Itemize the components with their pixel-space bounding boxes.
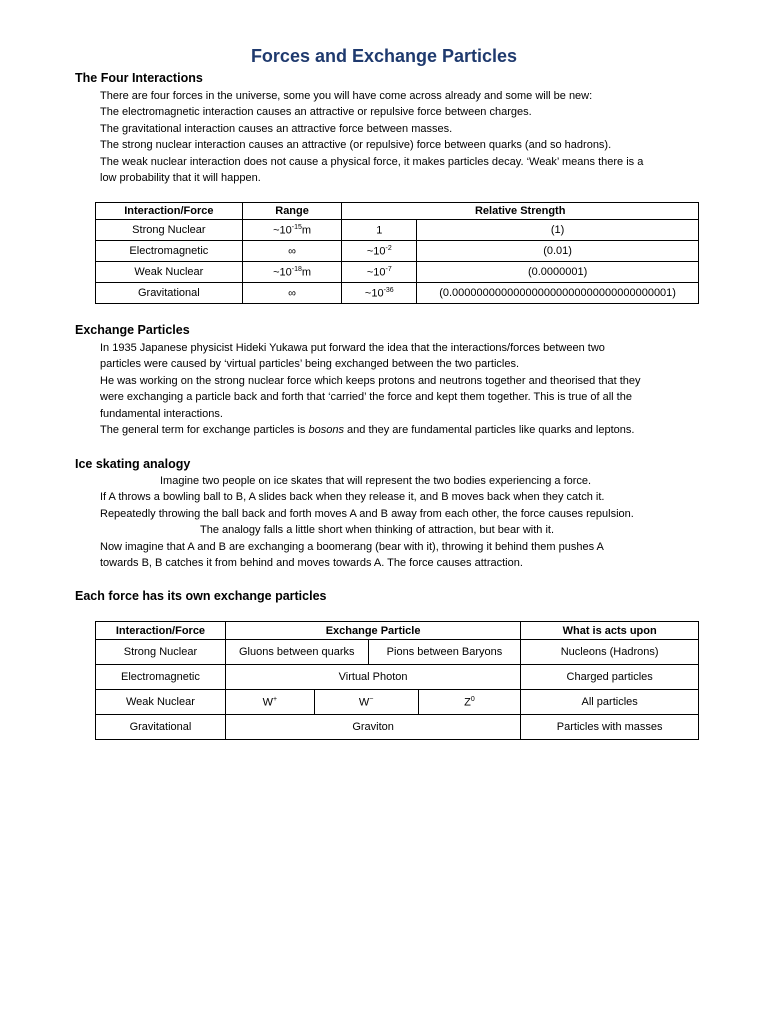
text-line: The general term for exchange particles is bosons and they are fundamental particles like quarks and leptons. bbox=[100, 424, 635, 437]
text-line: low probability that it will happen. bbox=[100, 172, 261, 185]
header-range: Range bbox=[242, 203, 342, 220]
particle-cell: Gluons between quarks bbox=[225, 640, 368, 665]
particle-cell bbox=[314, 690, 418, 715]
text-line: Now imagine that A and B are exchanging a boomerang (bear with it), throwing it behind them pushes A bbox=[100, 540, 604, 553]
range-cell bbox=[242, 262, 342, 283]
table-row bbox=[96, 690, 699, 715]
table-row bbox=[96, 220, 699, 241]
text-line: Repeatedly throwing the ball back and forth moves A and B away from each other, the force causes repulsion. bbox=[100, 507, 634, 520]
table-row bbox=[96, 640, 699, 665]
strength-base: 1 bbox=[376, 224, 383, 237]
table-row bbox=[96, 241, 699, 262]
acts-upon-cell: Nucleons (Hadrons) bbox=[521, 640, 699, 665]
w-minus: W bbox=[358, 696, 370, 709]
strength-exponent: -2 bbox=[385, 244, 392, 252]
strength-base: ~10 bbox=[366, 245, 386, 258]
text-line: Imagine two people on ice skates that will represent the two bodies experiencing a force. bbox=[160, 475, 592, 487]
interaction-strength-table bbox=[95, 202, 699, 304]
page-title: Forces and Exchange Particles bbox=[250, 46, 518, 66]
heading-four-interactions: The Four Interactions bbox=[75, 71, 203, 85]
force-cell: Strong Nuclear bbox=[96, 640, 226, 665]
range-base: ~10 bbox=[273, 266, 292, 279]
text-line: particles were caused by ‘virtual particles’ being exchanged between the two particles. bbox=[100, 358, 520, 371]
text-line: The strong nuclear interaction causes an attractive (or repulsive) force between quarks (and so hadrons). bbox=[100, 139, 612, 152]
w-plus-sup: + bbox=[272, 695, 278, 703]
table-row bbox=[96, 715, 699, 740]
table-row bbox=[96, 665, 699, 690]
strength-cell bbox=[342, 220, 417, 241]
particle-cell: Pions between Baryons bbox=[368, 640, 521, 665]
range-exponent: -15 bbox=[291, 223, 302, 231]
particle-cell bbox=[225, 690, 314, 715]
text-line: If A throws a bowling ball to B, A slides back when they release it, and B moves back when they catch it. bbox=[100, 491, 605, 504]
table-header-row bbox=[96, 203, 699, 220]
text-line: fundamental interactions. bbox=[100, 407, 223, 420]
force-cell: Weak Nuclear bbox=[96, 690, 226, 715]
table-row bbox=[96, 283, 699, 304]
strength-decimal-cell: (0.0000001) bbox=[417, 262, 699, 283]
z-sup: 0 bbox=[470, 695, 475, 703]
text-line: There are four forces in the universe, some you will have come across already and some will be new: bbox=[100, 90, 593, 102]
strength-exponent: -36 bbox=[383, 286, 394, 294]
particle-cell: Graviton bbox=[225, 715, 520, 740]
force-cell: Strong Nuclear bbox=[96, 220, 243, 241]
force-cell: Gravitational bbox=[96, 715, 226, 740]
table-row bbox=[96, 262, 699, 283]
w-plus: W bbox=[262, 696, 273, 709]
force-cell: Electromagnetic bbox=[96, 241, 243, 262]
range-unit: m bbox=[301, 266, 312, 279]
strength-base: ~10 bbox=[364, 287, 384, 300]
strength-cell bbox=[342, 262, 417, 283]
heading-each-force: Each force has its own exchange particles bbox=[75, 589, 327, 603]
range-cell bbox=[242, 220, 342, 241]
range-unit: m bbox=[301, 224, 312, 237]
strength-exponent: -7 bbox=[385, 265, 392, 273]
header-relative-strength: Relative Strength bbox=[342, 203, 699, 220]
range-exponent: -18 bbox=[291, 265, 302, 273]
heading-exchange-particles: Exchange Particles bbox=[75, 323, 190, 337]
range-base: ∞ bbox=[288, 287, 296, 300]
strength-decimal-cell: (1) bbox=[417, 220, 699, 241]
strength-decimal-cell: (0.01) bbox=[417, 241, 699, 262]
z-boson: Z bbox=[464, 696, 471, 709]
header-interaction: Interaction/Force bbox=[96, 203, 243, 220]
strength-decimal-cell: (0.000000000000000000000000000000000001) bbox=[417, 283, 699, 304]
text-line: The electromagnetic interaction causes an attractive or repulsive force between charges. bbox=[100, 106, 532, 119]
range-cell bbox=[242, 283, 342, 304]
header-interaction: Interaction/Force bbox=[96, 622, 226, 640]
force-cell: Gravitational bbox=[96, 283, 243, 304]
w-minus-sup: − bbox=[369, 695, 374, 703]
header-exchange-particle: Exchange Particle bbox=[225, 622, 520, 640]
acts-upon-cell: All particles bbox=[521, 690, 699, 715]
force-cell: Electromagnetic bbox=[96, 665, 226, 690]
heading-ice-skating: Ice skating analogy bbox=[75, 457, 191, 471]
text-line: were exchanging a particle back and forth that ‘carried’ the force and kept them together. This is true of all the bbox=[100, 391, 632, 404]
particle-cell: Virtual Photon bbox=[225, 665, 520, 690]
strength-base: ~10 bbox=[366, 266, 386, 279]
table-header-row bbox=[96, 622, 699, 640]
text-line: In 1935 Japanese physicist Hideki Yukawa put forward the idea that the interactions/forces between two bbox=[100, 342, 605, 354]
range-base: ∞ bbox=[288, 245, 296, 258]
text-line: The weak nuclear interaction does not cause a physical force, it makes particles decay. ‘Weak’ means there is a bbox=[100, 155, 644, 168]
four-interactions-text bbox=[100, 88, 710, 186]
acts-upon-cell: Particles with masses bbox=[521, 715, 699, 740]
range-base: ~10 bbox=[273, 224, 292, 237]
ice-skating-text bbox=[100, 473, 710, 571]
text-line: towards B, B catches it from behind and moves towards A. The force causes attraction. bbox=[100, 557, 523, 570]
text-line: He was working on the strong nuclear force which keeps protons and neutrons together and theorised that they bbox=[100, 374, 641, 387]
strength-cell bbox=[342, 283, 417, 304]
text-line: The gravitational interaction causes an attractive force between masses. bbox=[100, 122, 453, 135]
force-cell: Weak Nuclear bbox=[96, 262, 243, 283]
acts-upon-cell: Charged particles bbox=[521, 665, 699, 690]
exchange-particle-table bbox=[95, 621, 699, 740]
text-line: The analogy falls a little short when thinking of attraction, but bear with it. bbox=[200, 524, 555, 537]
range-cell bbox=[242, 241, 342, 262]
bosons-term: bosons bbox=[308, 424, 344, 437]
exchange-particles-text bbox=[100, 340, 710, 438]
strength-cell bbox=[342, 241, 417, 262]
particle-cell bbox=[418, 690, 521, 715]
header-acts-upon: What is acts upon bbox=[521, 622, 699, 640]
